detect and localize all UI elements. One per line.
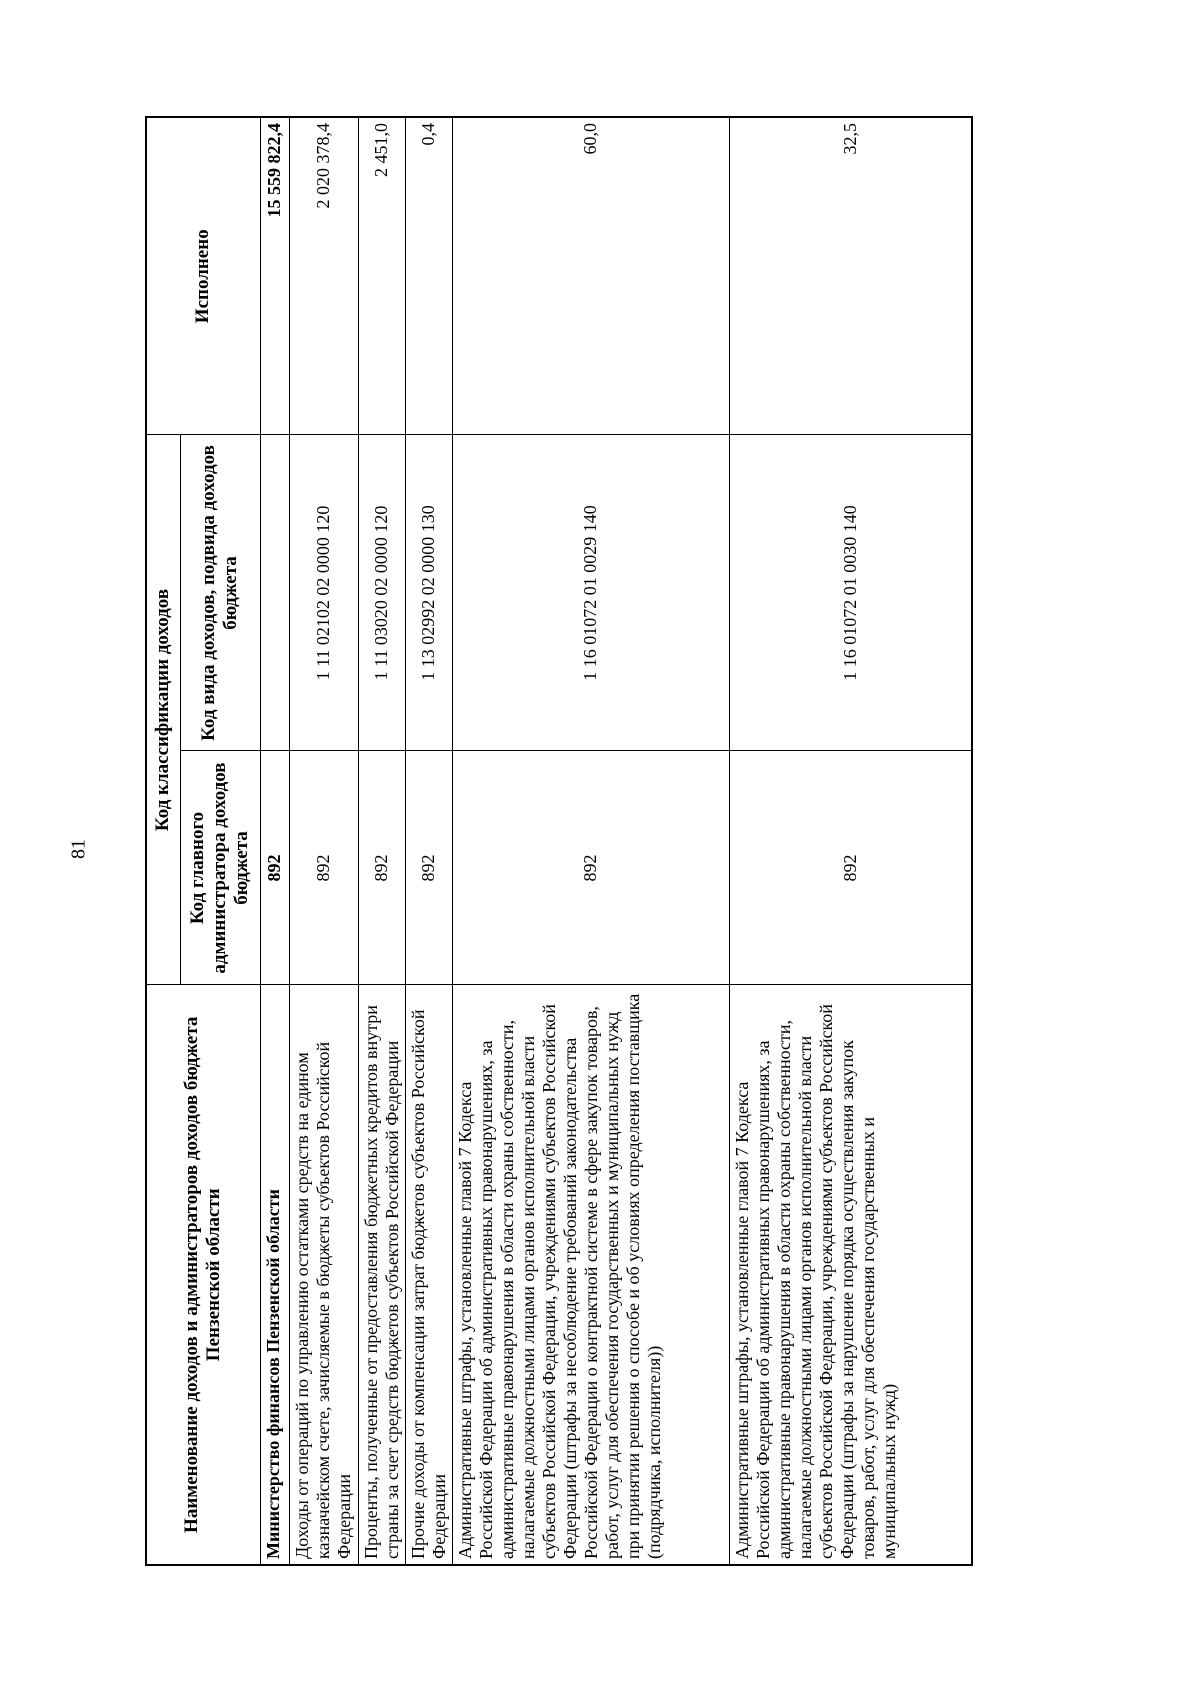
row-amount: 32,5 [729,117,972,435]
ministry-row [260,117,289,1565]
row-name: Административные штрафы, установленные главой 7 Кодекса Российской Федерации об административных правонарушениях, за административные правонарушения в области охраны собственности, налагаемые должностными лицами органов исполнительной власти субъектов Российской Федерации, учреждениями субъектов Российской Федерации (штрафы за несоблюдение требований законодательства Российской Федерации о контрактной системе в сфере закупок товаров, работ, услуг для обеспечения государственных и муниципальных нужд при принятии решения о способе и об условиях определения поставщика (подрядчика, исполнителя)) [452,985,729,1565]
row-type-code: 1 13 02992 02 0000 130 [405,435,452,751]
header-name: Наименование доходов и администраторов доходов бюджета Пензенской области [146,985,260,1565]
header-admin-code: Код главного администратора доходов бюджета [180,751,260,985]
row-type-code: 1 11 03020 02 0000 120 [358,435,405,751]
table-row [358,117,405,1565]
table-row [405,117,452,1565]
row-admin-code: 892 [358,751,405,985]
row-admin-code: 892 [289,751,358,985]
row-admin-code: 892 [405,751,452,985]
header-code-group: Код классификации доходов [146,435,180,985]
row-type-code: 1 16 01072 01 0030 140 [729,435,972,751]
row-admin-code: 892 [729,751,972,985]
row-amount: 2 451,0 [358,117,405,435]
row-type-code: 1 16 01072 01 0029 140 [452,435,729,751]
row-type-code: 1 11 02102 02 0000 120 [289,435,358,751]
rotated-table-container [145,118,971,1566]
row-name: Доходы от операций по управлению остатками средств на едином казначейском счете, зачисляемые в бюджеты субъектов Российской Федерации [289,985,358,1565]
table-row [729,117,972,1565]
ministry-admin-code: 892 [260,751,289,985]
row-amount: 0,4 [405,117,452,435]
header-row-1 [146,117,180,1565]
row-name: Проценты, полученные от предоставления бюджетных кредитов внутри страны за счет средств бюджетов субъектов Российской Федерации [358,985,405,1565]
table-row [452,117,729,1565]
ministry-amount: 15 559 822,4 [260,117,289,435]
row-amount: 2 020 378,4 [289,117,358,435]
revenue-table [145,116,973,1566]
row-admin-code: 892 [452,751,729,985]
table-row [289,117,358,1565]
row-name: Прочие доходы от компенсации затрат бюджетов субъектов Российской Федерации [405,985,452,1565]
header-type-code: Код вида доходов, подвида доходов бюджета [180,435,260,751]
page-number: 81 [67,839,90,859]
row-amount: 60,0 [452,117,729,435]
row-name: Административные штрафы, установленные главой 7 Кодекса Российской Федерации об административных правонарушениях, за административные правонарушения в области охраны собственности, налагаемые должностными лицами органов исполнительной власти субъектов Российской Федерации, учреждениями субъектов Российской Федерации (штрафы за нарушение порядка осуществления закупок товаров, работ, услуг для обеспечения государственных и муниципальных нужд) [729,985,972,1565]
header-executed: Исполнено [146,117,260,435]
ministry-name: Министерство финансов Пензенской области [260,985,289,1565]
ministry-type-code [260,435,289,751]
